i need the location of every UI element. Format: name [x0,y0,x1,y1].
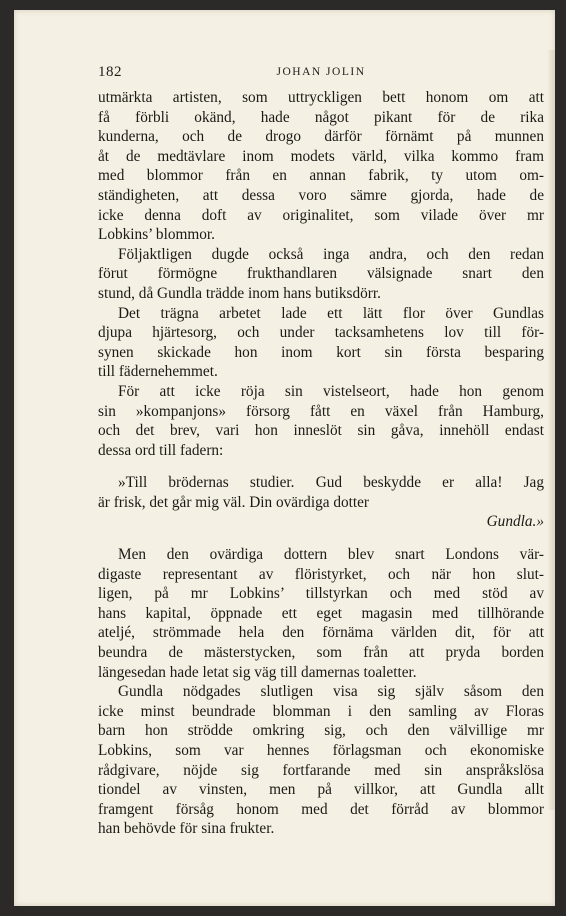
text-line: icke denna doft av originalitet, som vilade över mr [98,206,544,224]
text-line: kunderna, och de drogo därför förnämt på munnen [98,128,544,146]
text-line: längesedan hade letat sig väg till damernas toaletter. [98,663,417,681]
text-line: ligen, på mr Lobkins’ tillstyrkan och med stöd av [98,585,544,603]
text-line: digaste representant av flöristyrket, och när hon slut- [98,565,544,583]
text-line: tiondel av vinsten, men på villkor, att Gundla allt [98,781,544,799]
text-line: ateljé, strömmade hela den förnäma världen dit, för att [98,624,544,642]
text-line: hans kapital, öppnade ett eget magasin med tillhörande [98,604,544,622]
text-line: Men den ovärdiga dottern blev snart Londons vär- [118,546,544,564]
text-line: sin »kompanjons» försorg fått en växel från Hamburg, [98,402,544,420]
page-number: 182 [98,64,122,80]
text-line: »Till brödernas studier. Gud beskydde er alla! Jag [118,474,544,492]
text-line: dessa ord till fadern: [98,441,224,459]
text-line: stund, då Gundla trädde inom hans butiksdörr. [98,284,381,302]
text-line: Det trägna arbetet lade ett lätt flor över Gundlas [118,304,544,322]
text-line: ständigheten, att dessa voro sämre gjorda, hade de [98,186,544,204]
paragraph-gap [98,532,544,545]
text-line: djupa hjärtesorg, och under tacksamhetens lov till för- [98,324,544,342]
text-line: är frisk, det går mig väl. Din ovärdiga dotter [98,493,370,511]
page-edge-shadow [547,50,555,810]
text-line: förut förmögne frukthandlaren välsignade snart den [98,265,544,283]
body-text [98,88,544,839]
text-line: rådgivare, nöjde sig fortfarande med sin anspråkslösa [98,761,544,779]
text-line: Gundla nödgades slutligen visa sig själv såsom den [118,683,544,701]
text-line: beundra de mästerstycken, som från att pryda borden [98,644,544,662]
text-line: få förbli okänd, hade något pikant för de rika [98,108,544,126]
text-line: utmärkta artisten, som uttryckligen bett honom om att [98,89,544,106]
text-line: han behövde för sina frukter. [98,820,275,838]
text-line: framgent försåg honom med det förråd av blommor [98,800,544,818]
text-line: med blommor från en annan fabrik, ty utom om- [98,167,544,185]
text-line: Följaktligen dugde också inga andra, och den redan [118,245,544,263]
text-line: barn hon strödde omkring sig, och den välvillige mr [98,722,544,740]
page-header [98,64,544,82]
text-line: Lobkins, som var hennes förlagsman och ekonomiske [98,742,544,759]
text-line: För att icke röja sin vistelseort, hade hon genom [118,382,544,400]
text-line: och det brev, vari hon inneslöt sin gåva, innehöll endast [98,422,544,440]
running-head: JOHAN JOLIN [276,66,366,78]
text-line: icke minst beundrade blomman i den samling av Floras [98,702,544,720]
paragraph-gap [98,460,544,473]
text-line: Lobkins’ blommor. [98,226,215,244]
text-line: synen skickade hon inom kort sin första besparing [98,343,544,361]
text-line: åt de medtävlare inom modets värld, vilka kommo fram [98,147,544,165]
text-line: till fädernehemmet. [98,363,218,381]
signature-line: Gundla.» [486,513,544,531]
